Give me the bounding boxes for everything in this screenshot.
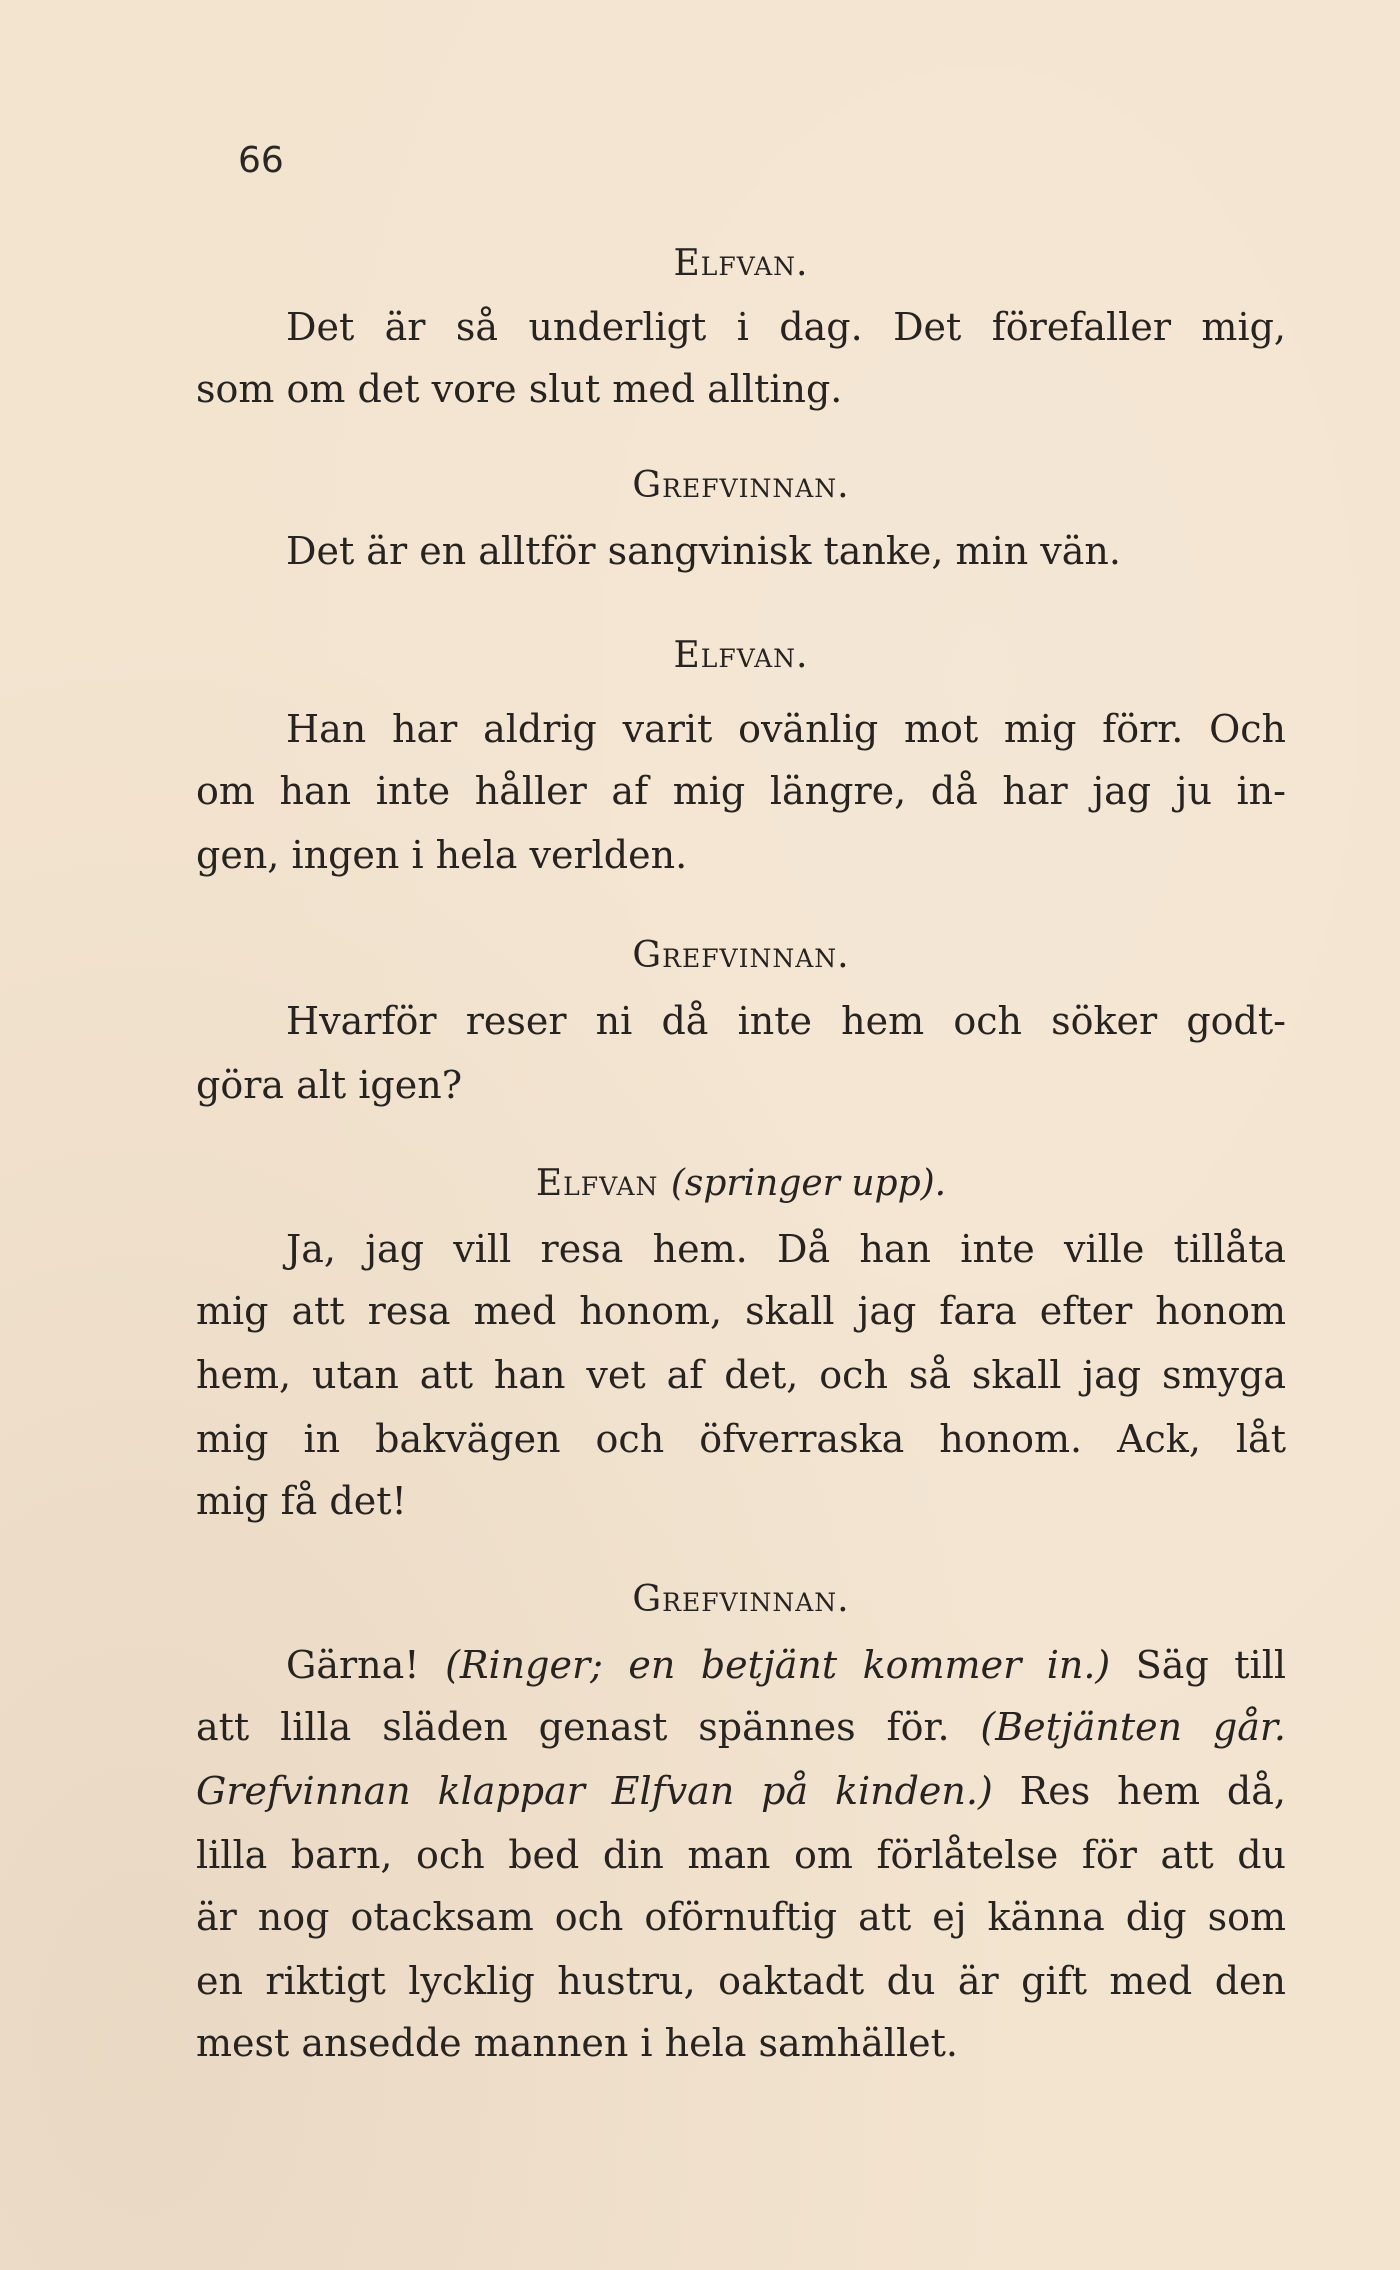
speaker-name: Elfvan. <box>673 243 809 284</box>
dialogue-line: mig att resa med honom, skall jag fara efter honom <box>196 1289 1286 1333</box>
stage-direction: Grefvinnan klappar Elfvan på kinden.) <box>196 1769 993 1813</box>
dialogue-line <box>196 1769 1286 1813</box>
speaker-name: Grefvinnan. <box>632 935 850 976</box>
speaker-name: Elfvan <box>535 1163 659 1204</box>
dialogue-text: att lilla släden genast spännes för. <box>196 1705 950 1749</box>
dialogue-text: Gärna! <box>286 1643 420 1687</box>
dialogue-line: mig in bakvägen och öfverraska honom. Ack, låt <box>196 1417 1286 1461</box>
dialogue-line: gen, ingen i hela verlden. <box>196 833 688 877</box>
dialogue-line: mest ansedde mannen i hela samhället. <box>196 2021 958 2065</box>
page-number: 66 <box>238 140 284 181</box>
speaker-name: Grefvinnan. <box>632 465 850 506</box>
dialogue-line: en riktigt lycklig hustru, oaktadt du är gift med den <box>196 1959 1286 2003</box>
dialogue-line: Ja, jag vill resa hem. Då han inte ville tillåta <box>286 1227 1286 1271</box>
speaker-name: Elfvan. <box>673 635 809 676</box>
dialogue-line <box>196 1705 1286 1749</box>
speaker-name: Grefvinnan. <box>632 1579 850 1620</box>
stage-direction: (springer upp). <box>670 1163 947 1204</box>
dialogue-line: Hvarför reser ni då inte hem och söker godt- <box>286 999 1286 1043</box>
dialogue-line: hem, utan att han vet af det, och så skall jag smyga <box>196 1353 1286 1397</box>
dialogue-line <box>286 1643 1286 1687</box>
dialogue-line: Han har aldrig varit ovänlig mot mig förr. Och <box>286 707 1286 751</box>
dialogue-line: är nog otacksam och oförnuftig att ej känna dig som <box>196 1895 1286 1939</box>
dialogue-text: Res hem då, <box>1019 1769 1286 1813</box>
dialogue-line: Det är så underligt i dag. Det förefaller mig, <box>286 305 1286 349</box>
dialogue-line: Det är en alltför sangvinisk tanke, min vän. <box>286 529 1121 573</box>
stage-direction: (Ringer; en betjänt kommer in.) <box>445 1643 1111 1687</box>
dialogue-text: Säg till <box>1135 1643 1286 1687</box>
dialogue-line: som om det vore slut med allting. <box>196 367 843 411</box>
stage-direction: (Betjänten går. <box>980 1705 1286 1749</box>
dialogue-line: om han inte håller af mig längre, då har jag ju in- <box>196 769 1286 813</box>
dialogue-line: göra alt igen? <box>196 1063 463 1107</box>
speaker-heading <box>196 1163 1286 1204</box>
dialogue-line: lilla barn, och bed din man om förlåtelse för att du <box>196 1833 1286 1877</box>
dialogue-line: mig få det! <box>196 1479 407 1523</box>
